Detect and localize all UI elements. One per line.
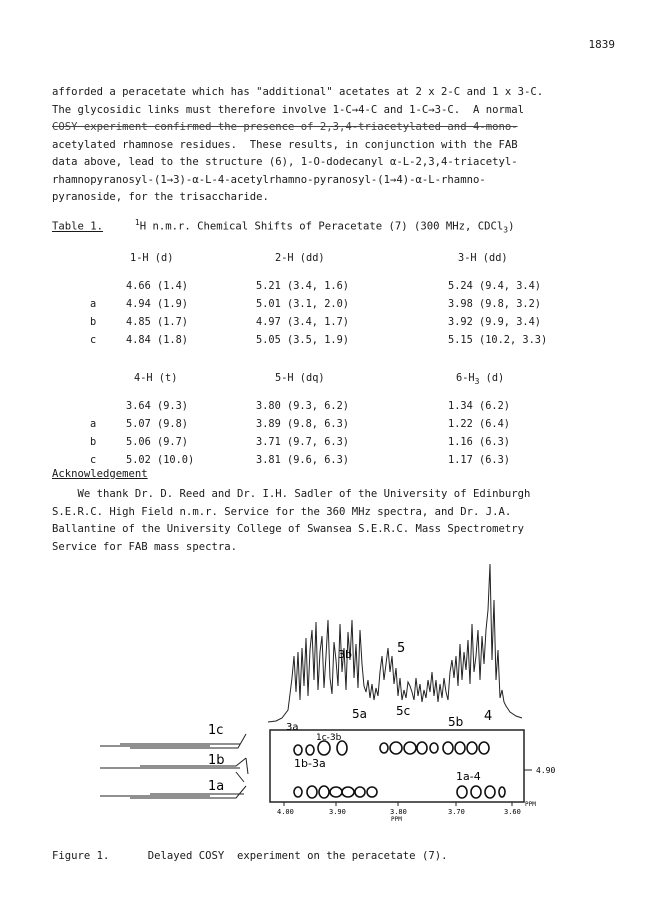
cross-label-1c-3b: 1c-3b: [316, 733, 342, 743]
x-tick-label: 3.70: [448, 808, 465, 816]
caption-subscript: 3: [503, 225, 509, 235]
column-header: 4-H (t): [134, 372, 178, 384]
table-cell: 5.24 (9.4, 3.4): [448, 280, 541, 292]
header-text: 6-H: [456, 372, 475, 384]
peak-label-5b: 5b: [448, 715, 464, 729]
peak-label-5: 5: [397, 641, 406, 656]
page-number: 1839: [588, 38, 615, 51]
row-label: c: [90, 454, 97, 466]
contour-row-1a: [294, 786, 505, 798]
table-cell: 5.21 (3.4, 1.6): [256, 280, 349, 292]
table-cell: 3.81 (9.6, 6.3): [256, 454, 349, 466]
figure-caption-text: Delayed COSY experiment on the peracetate (7).: [147, 850, 448, 862]
x-tick-label: 3.80: [390, 808, 407, 816]
table-caption: [52, 218, 515, 235]
figure-caption: [52, 850, 447, 862]
x-tick-label: 4.00: [277, 808, 294, 816]
peak-label-4: 4: [484, 709, 493, 724]
table-cell: 4.85 (1.7): [126, 316, 188, 328]
peak-label-5c: 5c: [396, 704, 411, 718]
acknowledgement-heading: Acknowledgement: [52, 468, 148, 480]
table-cell: 1.16 (6.3): [448, 436, 510, 448]
table-cell: 3.89 (9.8, 6.3): [256, 418, 349, 430]
paragraph-line: acetylated rhamnose residues. These results, in conjunction with the FAB: [52, 138, 518, 151]
contour-row-1c: [294, 741, 489, 755]
right-ppm-label: 4.90: [536, 766, 556, 775]
cross-label-1a-4: 1a-4: [456, 770, 481, 783]
row-label: a: [90, 418, 97, 430]
table-cell: 1.34 (6.2): [448, 400, 510, 412]
row-label: b: [90, 436, 97, 448]
table-cell: 5.07 (9.8): [126, 418, 188, 430]
column-header: [456, 372, 504, 386]
table-cell: 5.06 (9.7): [126, 436, 188, 448]
column-header: 5-H (dq): [275, 372, 325, 384]
table-cell: 3.71 (9.7, 6.3): [256, 436, 349, 448]
table-cell: 5.02 (10.0): [126, 454, 195, 466]
table-cell: 3.80 (9.3, 6.2): [256, 400, 349, 412]
row-label: a: [90, 298, 97, 310]
trace-label-1b: 1b: [208, 753, 225, 768]
paragraph-line: COSY experiment confirmed the presence of 2,3,4-triacetylated and 4-mono-: [52, 121, 518, 133]
paragraph-line: The glycosidic links must therefore involve 1-C→4-C and 1-C→3-C. A normal: [52, 103, 524, 116]
table-cell: 4.84 (1.8): [126, 334, 188, 346]
table-cell: 5.05 (3.5, 1.9): [256, 334, 349, 346]
caption-close: ): [508, 220, 515, 233]
figure-label: Figure 1.: [52, 850, 110, 862]
acknowledgement-line: Service for FAB mass spectra.: [52, 540, 237, 553]
peak-label-5a: 5a: [352, 707, 367, 721]
paragraph-line: data above, lead to the structure (6), 1-O-dodecanyl α-L-2,3,4-triacetyl-: [52, 156, 518, 168]
trace-label-1c: 1c: [208, 723, 224, 738]
caption-superscript: 1: [134, 218, 140, 227]
table-cell: 3.98 (9.8, 3.2): [448, 298, 541, 310]
paragraph-line: rhamnopyranosyl-(1→3)-α-L-4-acetylrhamno-pyranosyl-(1→4)-α-L-rhamno-: [52, 173, 486, 186]
left-traces: [100, 734, 248, 798]
x-tick-label: 3.60: [504, 808, 521, 816]
trace-label-1a: 1a: [208, 779, 225, 794]
paragraph-line: pyranoside, for the trisaccharide.: [52, 191, 269, 203]
x-axis-unit: PPM: [391, 816, 402, 823]
acknowledgement-line: Ballantine of the University College of Swansea S.E.R.C. Mass Spectrometry: [52, 523, 524, 535]
body-paragraph: [52, 84, 622, 207]
table-cell: 4.94 (1.9): [126, 298, 188, 310]
peak-label-3b: 3b: [338, 648, 352, 661]
table-cell: 4.97 (3.4, 1.7): [256, 316, 349, 328]
table-cell: 5.15 (10.2, 3.3): [448, 334, 548, 346]
column-header: 2-H (dd): [275, 252, 325, 264]
row-label: b: [90, 316, 97, 328]
table-cell: 4.66 (1.4): [126, 280, 188, 292]
header-subscript: 3: [474, 377, 480, 387]
table-label: Table 1.: [52, 220, 104, 233]
paragraph-line: afforded a peracetate which has "additional" acetates at 2 x 2-C and 1 x 3-C.: [52, 86, 544, 98]
column-header: 3-H (dd): [458, 252, 508, 264]
cosy-spectrum-plot: [0, 560, 663, 850]
table-cell: 1.17 (6.3): [448, 454, 510, 466]
header-suffix: (d): [479, 372, 505, 384]
row-label: c: [90, 334, 97, 346]
table-cell: 3.92 (9.9, 3.4): [448, 316, 541, 328]
cosy-figure: [0, 560, 663, 850]
cross-label-1b-3a: 1b-3a: [294, 757, 326, 770]
projection-trace: [268, 564, 522, 722]
x-tick-label: 3.90: [329, 808, 346, 816]
caption-text: H n.m.r. Chemical Shifts of Peracetate (7) (300 MHz, CDCl: [139, 220, 504, 233]
table-cell: 3.64 (9.3): [126, 400, 188, 412]
acknowledgement-text: [52, 486, 530, 556]
column-header: 1-H (d): [130, 252, 174, 264]
table-cell: 1.22 (6.4): [448, 418, 510, 430]
acknowledgement-line: S.E.R.C. High Field n.m.r. Service for the 360 MHz spectra, and Dr. J.A.: [52, 505, 512, 518]
table-cell: 5.01 (3.1, 2.0): [256, 298, 349, 310]
cross-label-3a: 3a: [286, 722, 299, 733]
acknowledgement-line: We thank Dr. D. Reed and Dr. I.H. Sadler of the University of Edinburgh: [52, 488, 531, 500]
ppm-unit-right: PPM: [525, 801, 536, 808]
